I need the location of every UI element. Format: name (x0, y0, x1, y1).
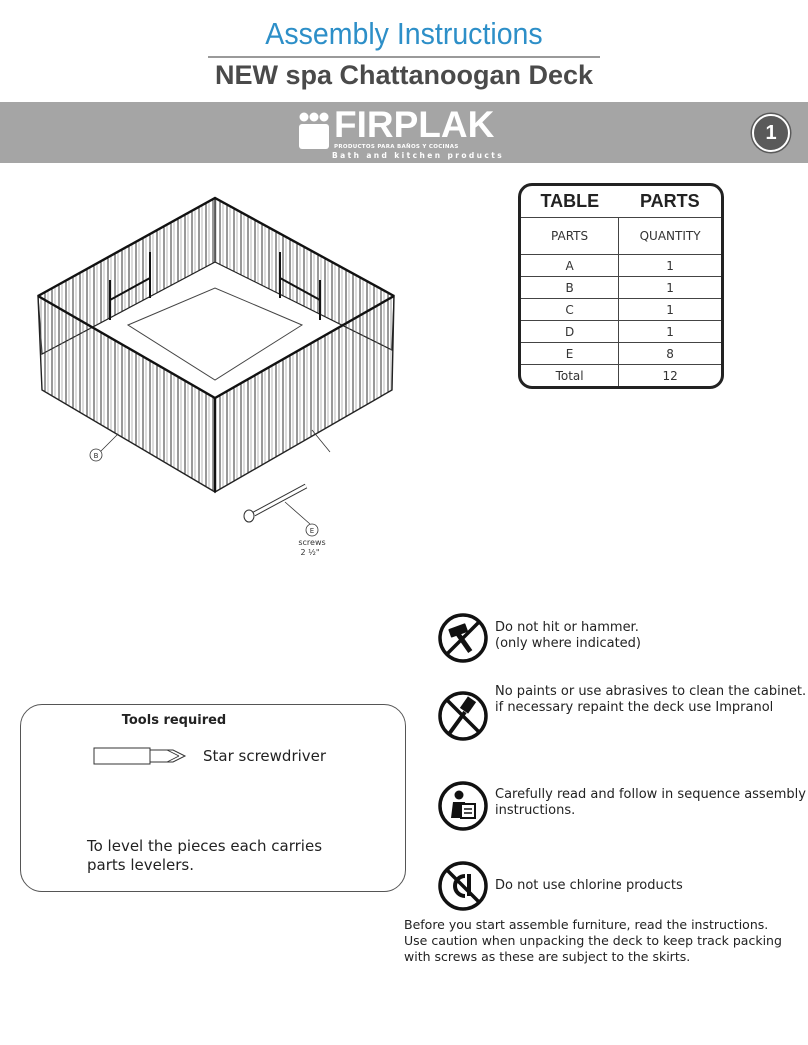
levelers-note: To level the pieces each carries parts levelers. (87, 837, 323, 874)
warning-text-line: No paints or use abrasives to clean the cabinet. (495, 684, 807, 699)
table-title-left: TABLE (521, 186, 619, 218)
brand-tagline-es: PRODUCTOS PARA BAÑOS Y COCINAS (334, 144, 459, 150)
parts-table-card (518, 183, 724, 389)
quantity-cell: 1 (619, 299, 721, 321)
table-row (521, 255, 721, 277)
no-hammer-icon (437, 612, 489, 664)
part-cell: A (521, 255, 619, 277)
warning-text-line: Do not hit or hammer. (495, 620, 639, 635)
total-quantity: 12 (619, 365, 721, 387)
total-label: Total (521, 365, 619, 387)
part-cell: C (521, 299, 619, 321)
tools-title: Tools required (121, 713, 227, 728)
quantity-cell: 1 (619, 255, 721, 277)
firplak-logo-icon (298, 112, 330, 150)
title-divider (208, 56, 600, 58)
table-row (521, 299, 721, 321)
read-instructions-icon (437, 780, 489, 832)
brand-name: FIRPLAK (334, 104, 495, 145)
no-brush-icon (437, 690, 489, 742)
quantity-cell: 1 (619, 277, 721, 299)
table-row (521, 343, 721, 365)
no-chlorine-icon (437, 860, 489, 912)
screw-e-drawing (244, 486, 306, 522)
table-row (521, 277, 721, 299)
part-cell: B (521, 277, 619, 299)
part-cell: D (521, 321, 619, 343)
brand-tagline-en: Bath and kitchen products (332, 151, 505, 160)
warning-text-line: instructions. (495, 803, 576, 818)
table-row (521, 321, 721, 343)
document-title: Assembly Instructions (265, 16, 543, 51)
part-b-label: B (93, 452, 99, 460)
warning-text-line: (only where indicated) (495, 636, 642, 651)
part-cell: E (521, 343, 619, 365)
warning-text-line: Do not use chlorine products (495, 878, 683, 893)
quantity-cell: 1 (619, 321, 721, 343)
star-screwdriver-icon (93, 745, 187, 767)
tool-name: Star screwdriver (203, 747, 327, 765)
quantity-cell: 8 (619, 343, 721, 365)
instructions-note: Before you start assemble furniture, read the instructions. Use caution when unpacking the deck to keep track packing with screws as these are subject to the skirts. (404, 917, 782, 964)
warning-text-line: Carefully read and follow in sequence assembly (495, 787, 806, 802)
document-subtitle: NEW spa Chattanoogan Deck (214, 60, 594, 90)
column-header-parts: PARTS (521, 218, 619, 255)
parts-table (521, 186, 721, 386)
tools-required-box (20, 704, 406, 892)
warning-text-line: if necessary repaint the deck use Impranol (495, 700, 774, 715)
deck-frame-illustration (30, 190, 402, 562)
warning-no-chlorine (495, 878, 683, 894)
part-e-label: E (309, 527, 315, 535)
warning-no-hammer (495, 620, 641, 652)
column-header-quantity: QUANTITY (619, 218, 721, 255)
table-title-right: PARTS (619, 186, 721, 218)
screw-label: screws (298, 538, 326, 547)
screw-size: 2 ½" (300, 548, 320, 557)
table-total-row (521, 365, 721, 387)
warning-read-instructions (495, 787, 806, 819)
step-number-badge: 1 (752, 114, 790, 152)
warning-no-abrasives (495, 684, 806, 716)
